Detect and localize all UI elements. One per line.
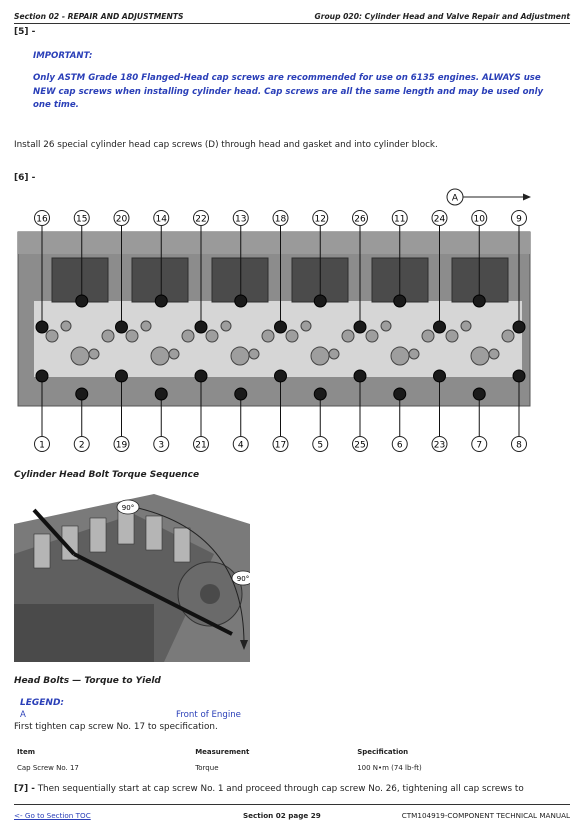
callout-number: 17 — [274, 440, 287, 451]
bolt-callout — [472, 437, 487, 452]
callout-number: 2 — [78, 440, 85, 451]
bolt-callout — [194, 211, 209, 226]
bolt-callout — [313, 211, 328, 226]
port-boss — [71, 347, 89, 365]
port-boss — [249, 349, 259, 359]
bolt-callout — [512, 211, 527, 226]
port-boss — [182, 330, 194, 342]
head-bolt — [434, 370, 446, 382]
bolt-callout — [74, 211, 89, 226]
head-bolt — [36, 321, 48, 333]
section-title: Section 02 - REPAIR AND ADJUSTMENTS — [14, 12, 184, 21]
port-boss — [169, 349, 179, 359]
front-marker — [447, 189, 531, 205]
port-boss — [102, 330, 114, 342]
angle-label-1: 90° — [121, 504, 135, 512]
port-boss — [221, 321, 231, 331]
angle-label-2: 90° — [236, 575, 250, 583]
callout-number: 23 — [433, 440, 446, 451]
page-number: Section 02 page 29 — [243, 811, 321, 820]
figure-caption-sequence: Cylinder Head Bolt Torque Sequence — [14, 470, 200, 480]
bolt-callout — [512, 437, 527, 452]
important-text: Only ASTM Grade 180 Flanged-Head cap screws are recommended for use on 6135 engines. ALWAYS use NEW cap screws when installing cylinder head. Cap screws are all the same length and may be used only one time. — [33, 73, 544, 110]
page-header — [14, 10, 570, 24]
toc-link[interactable]: <- Go to Section TOC — [14, 811, 91, 820]
head-bolt — [434, 321, 446, 333]
port-boss — [301, 321, 311, 331]
callout-number: 22 — [195, 214, 207, 225]
callout-number: 16 — [36, 214, 48, 225]
port-boss — [286, 330, 298, 342]
head-bolt — [116, 370, 128, 382]
callout-number: 25 — [354, 440, 366, 451]
torque-to-yield-photo — [14, 494, 250, 662]
callouts-bottom — [35, 437, 527, 452]
step-7-text: Then sequentially start at cap screw No. 1 and proceed through cap screw No. 26, tightening all cap screws to — [37, 784, 524, 794]
port-boss — [342, 330, 354, 342]
header-divider — [14, 23, 570, 24]
callout-number: 3 — [158, 440, 165, 451]
head-bolt — [513, 321, 525, 333]
spec-table — [14, 745, 554, 777]
bolt-callout — [392, 437, 407, 452]
callouts-top — [35, 211, 527, 226]
step-5-label: [5] - — [14, 27, 36, 37]
step-7 — [14, 784, 524, 794]
head-bolt — [235, 388, 247, 400]
port-boss — [311, 347, 329, 365]
port-boss — [126, 330, 138, 342]
port-boss — [366, 330, 378, 342]
bolt-callout — [353, 211, 368, 226]
callout-number: 26 — [354, 214, 366, 225]
port-boss — [46, 330, 58, 342]
port-boss — [446, 330, 458, 342]
install-instruction: Install 26 special cylinder head cap screws (D) through head and gasket and into cylinder block. — [14, 140, 438, 150]
figure-caption-head-bolts: Head Bolts — Torque to Yield — [14, 676, 161, 686]
col-measurement: Measurement — [195, 748, 250, 756]
port-boss — [471, 347, 489, 365]
col-specification: Specification — [357, 748, 409, 756]
first-tighten-text: First tighten cap screw No. 17 to specification. — [14, 722, 218, 732]
col-item: Item — [17, 748, 35, 756]
port-boss — [461, 321, 471, 331]
port-boss — [262, 330, 274, 342]
legend-key: A — [20, 710, 26, 720]
head-bolt — [116, 321, 128, 333]
head-bolt — [354, 321, 366, 333]
legend-value: Front of Engine — [176, 710, 241, 720]
bolt-callout — [35, 437, 50, 452]
head-bolt — [76, 388, 88, 400]
spec-table-header — [14, 745, 554, 761]
bolt-callout — [74, 437, 89, 452]
callout-number: 10 — [473, 214, 485, 225]
port-boss — [422, 330, 434, 342]
callout-number: 19 — [115, 440, 128, 451]
head-bolt — [235, 295, 247, 307]
bolt-callout — [392, 211, 407, 226]
callout-number: 7 — [476, 440, 483, 451]
port-boss — [231, 347, 249, 365]
head-bolt — [76, 295, 88, 307]
callout-number: 24 — [433, 214, 446, 225]
head-bolt — [195, 370, 207, 382]
callout-number: 6 — [396, 440, 403, 451]
head-bolt — [354, 370, 366, 382]
head-bolt — [275, 321, 287, 333]
bolt-callout — [35, 211, 50, 226]
callout-number: 18 — [274, 214, 287, 225]
bolt-callout — [233, 211, 248, 226]
port-boss — [89, 349, 99, 359]
group-title: Group 020: Cylinder Head and Valve Repair and Adjustment — [314, 12, 570, 21]
bolt-callout — [432, 211, 447, 226]
callout-number: 5 — [317, 440, 324, 451]
footer-divider — [14, 804, 570, 805]
bolt-callout — [273, 437, 288, 452]
important-title: IMPORTANT: — [33, 51, 93, 61]
bolt-callout — [273, 211, 288, 226]
head-bolt — [155, 388, 167, 400]
front-marker-label: A — [451, 193, 459, 204]
head-bolt — [155, 295, 167, 307]
port-boss — [409, 349, 419, 359]
callout-number: 1 — [39, 440, 45, 451]
callout-number: 12 — [314, 214, 326, 225]
step-7-label: [7] - — [14, 784, 35, 794]
callout-number: 11 — [394, 214, 406, 225]
port-boss — [329, 349, 339, 359]
port-boss — [141, 321, 151, 331]
cell-measurement: Torque — [195, 764, 219, 772]
bolt-callout — [154, 211, 169, 226]
port-boss — [489, 349, 499, 359]
head-bolt — [36, 370, 48, 382]
callout-number: 14 — [155, 214, 167, 225]
head-bolt — [195, 321, 207, 333]
port-boss — [502, 330, 514, 342]
step-6-label: [6] - — [14, 173, 36, 183]
callout-number: 21 — [195, 440, 207, 451]
head-bolt — [314, 295, 326, 307]
bolt-callout — [432, 437, 447, 452]
bolt-callout — [472, 211, 487, 226]
head-bolt — [473, 295, 485, 307]
cell-specification: 100 N•m (74 lb-ft) — [357, 764, 422, 772]
bolt-callout — [353, 437, 368, 452]
port-boss — [381, 321, 391, 331]
bolt-callout — [154, 437, 169, 452]
callout-number: 9 — [516, 214, 522, 225]
head-bolt — [394, 295, 406, 307]
callout-number: 4 — [237, 440, 244, 451]
port-boss — [391, 347, 409, 365]
head-bolt — [314, 388, 326, 400]
callout-number: 13 — [235, 214, 247, 225]
callout-number: 20 — [115, 214, 128, 225]
head-bolt — [275, 370, 287, 382]
bolt-callout — [194, 437, 209, 452]
port-boss — [61, 321, 71, 331]
manual-title: CTM104919-COMPONENT TECHNICAL MANUAL — [401, 811, 570, 820]
bolt-callout — [313, 437, 328, 452]
bolt-callout — [114, 211, 129, 226]
head-bolt — [513, 370, 525, 382]
head-bolt — [473, 388, 485, 400]
port-boss — [206, 330, 218, 342]
bolt-sequence-figure — [0, 186, 586, 456]
head-bolt — [394, 388, 406, 400]
port-boss — [151, 347, 169, 365]
cell-item: Cap Screw No. 17 — [17, 764, 79, 772]
bolt-callout — [233, 437, 248, 452]
callout-number: 15 — [76, 214, 88, 225]
callout-number: 8 — [516, 440, 522, 451]
table-row — [14, 761, 554, 777]
legend-title: LEGEND: — [20, 698, 65, 708]
bolt-callout — [114, 437, 129, 452]
